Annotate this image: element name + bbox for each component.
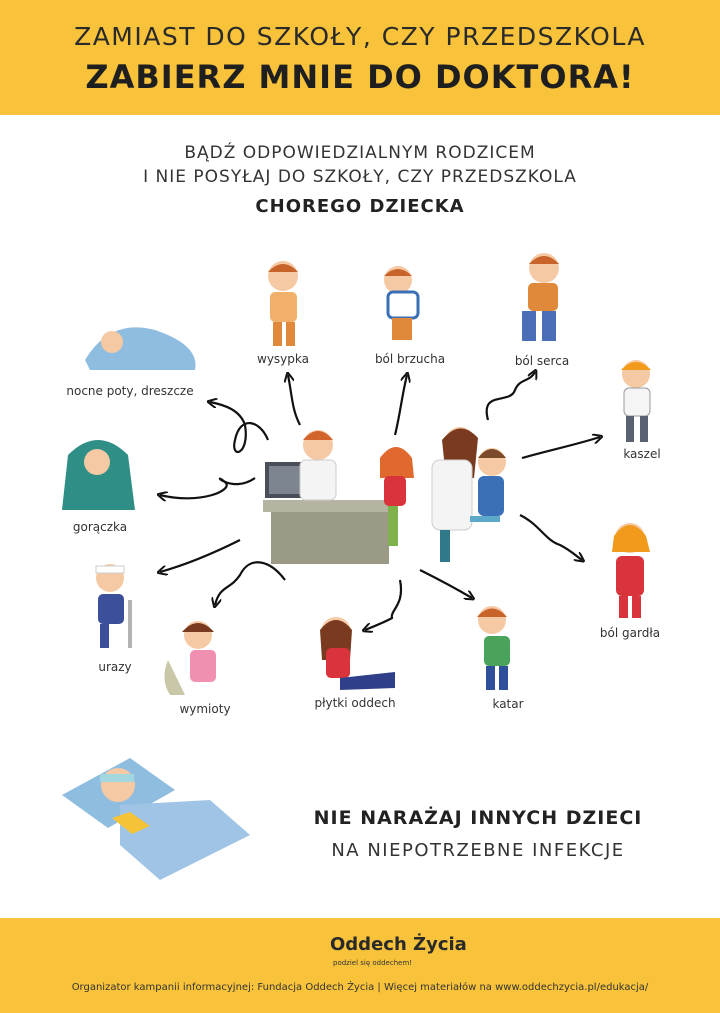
arrow-plytki-oddech bbox=[365, 580, 401, 630]
arrow-bol-serca bbox=[487, 372, 535, 420]
arrow-bol-gardla bbox=[520, 515, 582, 560]
label-plytki-oddech: płytki oddech bbox=[314, 696, 396, 710]
warning-line-1: NIE NARAŻAJ INNYCH DZIECI bbox=[313, 807, 643, 829]
warning-line-2: NA NIEPOTRZEBNE INFEKCJE bbox=[331, 840, 625, 861]
label-wymioty: wymioty bbox=[179, 702, 231, 716]
child-katar bbox=[477, 606, 510, 690]
label-goraczka: gorączka bbox=[72, 520, 128, 534]
label-bol-serca: ból serca bbox=[514, 354, 570, 368]
sick-child-in-bed-illustration bbox=[62, 758, 250, 880]
arrow-kaszel bbox=[522, 437, 600, 458]
child-bol-serca bbox=[522, 253, 559, 341]
label-wysypka: wysypka bbox=[257, 352, 309, 366]
arrow-bol-brzucha bbox=[395, 375, 407, 435]
label-kaszel: kaszel bbox=[623, 447, 661, 461]
child-kaszel bbox=[621, 360, 651, 442]
child-bol-brzucha bbox=[384, 266, 418, 340]
child-goraczka bbox=[62, 440, 135, 510]
label-urazy: urazy bbox=[98, 660, 132, 674]
label-bol-brzucha: ból brzucha bbox=[374, 352, 446, 366]
logo-tagline: podziel się oddechem! bbox=[333, 959, 413, 967]
arrow-goraczka bbox=[160, 478, 255, 498]
child-plytki-oddech bbox=[320, 617, 395, 690]
footer-text: Organizator kampanii informacyjnej: Fundacja Oddech Życia | Więcej materiałów na www.oddechzycia.pl/edukacja/ bbox=[71, 982, 649, 993]
child-nocne-poty bbox=[85, 327, 196, 370]
child-bol-gardla bbox=[612, 523, 650, 618]
header-line-1: ZAMIAST DO SZKOŁY, CZY PRZEDSZKOLA bbox=[74, 22, 646, 51]
arrow-urazy bbox=[160, 540, 240, 572]
label-katar: katar bbox=[492, 697, 524, 711]
child-urazy bbox=[96, 564, 132, 648]
doctor-desk-illustration bbox=[263, 427, 506, 564]
label-bol-gardla: ból gardła bbox=[599, 626, 661, 640]
arrow-katar bbox=[420, 570, 472, 598]
subheader-line-3: CHOREGO DZIECKA bbox=[255, 196, 465, 217]
label-nocne-poty: nocne poty, dreszcze bbox=[66, 384, 194, 398]
header-title: ZABIERZ MNIE DO DOKTORA! bbox=[85, 58, 635, 96]
child-wymioty bbox=[164, 621, 216, 695]
logo-name: Oddech Życia bbox=[330, 934, 467, 955]
subheader-line-2: I NIE POSYŁAJ DO SZKOŁY, CZY PRZEDSZKOLA bbox=[143, 167, 577, 187]
arrow-nocne-poty bbox=[210, 402, 268, 452]
subheader-line-1: BĄDŹ ODPOWIEDZIALNYM RODZICEM bbox=[184, 143, 536, 163]
arrow-wysypka bbox=[288, 375, 300, 425]
arrow-wymioty bbox=[215, 562, 285, 605]
child-wysypka bbox=[268, 261, 298, 346]
